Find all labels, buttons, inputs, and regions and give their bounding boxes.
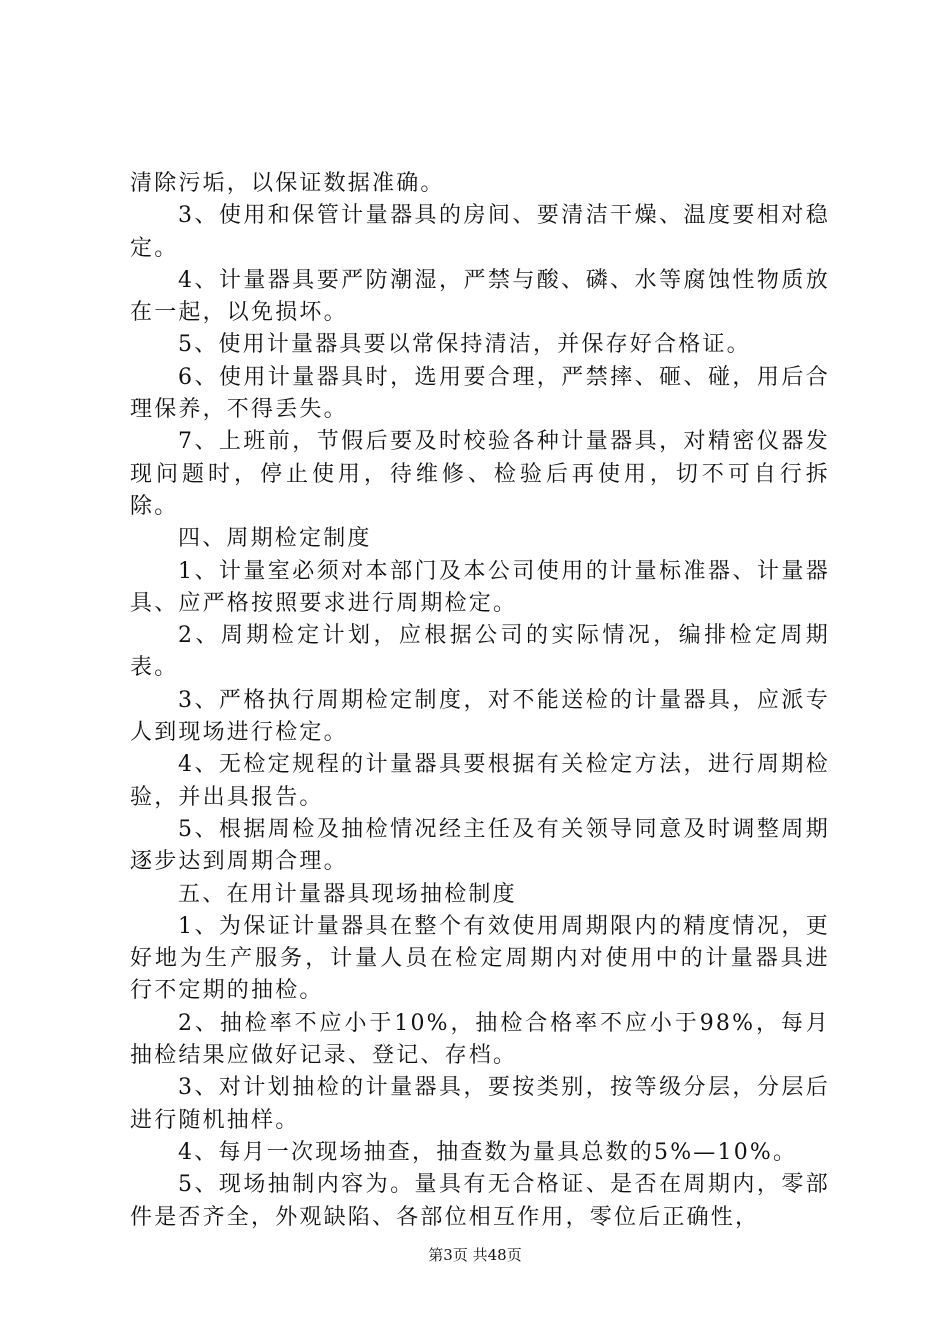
paragraph: 1、计量室必须对本部门及本公司使用的计量标准器、计量器具、应严格按照要求进行周期检定。 (130, 558, 830, 616)
paragraph: 4、计量器具要严防潮湿，严禁与酸、磷、水等腐蚀性物质放在一起，以免损坏。 (130, 267, 830, 326)
paragraph: 5、现场抽制内容为。量具有无合格证、是否在周期内，零部件是否齐全，外观缺陷、各部位相互作用，零位后正确性， (130, 1172, 830, 1230)
paragraph: 7、上班前，节假后要及时校验各种计量器具，对精密仪器发现问题时，停止使用，待维修、检验后再使用，切不可自行拆除。 (130, 429, 830, 519)
document-body (130, 168, 830, 1234)
page-footer: 第3页 共48页 (428, 1246, 522, 1264)
paragraph: 4、无检定规程的计量器具要根据有关检定方法，进行周期检验，并出具报告。 (130, 752, 830, 810)
paragraph: 5、使用计量器具要以常保持清洁，并保存好合格证。 (178, 332, 751, 358)
paragraph: 3、对计划抽检的计量器具，要按类别，按等级分层，分层后进行随机抽样。 (130, 1075, 830, 1133)
paragraph: 4、每月一次现场抽查，抽查数为量具总数的5%—10%。 (178, 1139, 798, 1165)
paragraph: 5、根据周检及抽检情况经主任及有关领导同意及时调整周期逐步达到周期合理。 (130, 816, 830, 875)
paragraph: 2、周期检定计划，应根据公司的实际情况，编排检定周期表。 (130, 623, 830, 681)
paragraph: 6、使用计量器具时，选用要合理，严禁摔、砸、碰，用后合理保养，不得丢失。 (130, 364, 830, 423)
paragraph: 1、为保证计量器具在整个有效使用周期限内的精度情况，更好地为生产服务，计量人员在检定周期内对使用中的计量器具进行不定期的抽检。 (130, 913, 830, 1004)
paragraph: 3、严格执行周期检定制度，对不能送检的计量器具，应派专人到现场进行检定。 (130, 687, 830, 746)
paragraph: 清除污垢，以保证数据准确。 (130, 171, 445, 196)
section-heading: 五、在用计量器具现场抽检制度 (178, 881, 517, 907)
section-heading: 四、周期检定制度 (178, 526, 372, 552)
paragraph: 2、抽检率不应小于10%，抽检合格率不应小于98%，每月抽检结果应做好记录、登记、存档。 (130, 1010, 830, 1069)
paragraph: 3、使用和保管计量器具的房间、要清洁干燥、温度要相对稳定。 (130, 203, 830, 261)
